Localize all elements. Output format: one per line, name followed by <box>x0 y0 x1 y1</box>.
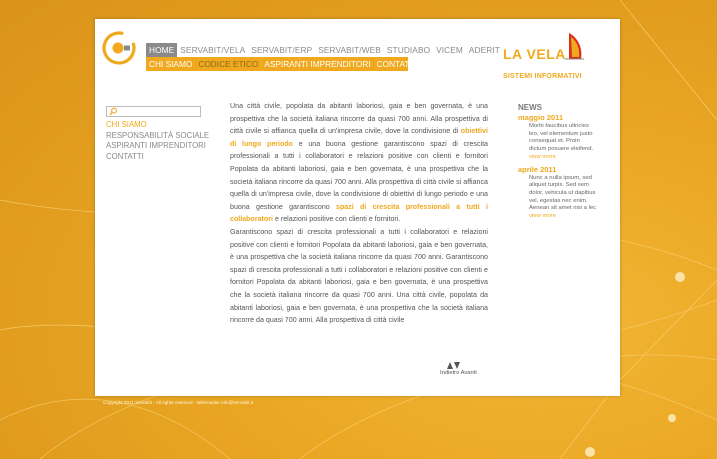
nav-home[interactable]: HOME <box>146 43 177 57</box>
news-header: NEWS <box>518 103 542 112</box>
main-content <box>230 100 488 327</box>
side-navigation <box>106 120 209 162</box>
content-text: Una città civile, popolata da abitanti laboriosi, gaia e ben governata, è una prospettiva che la società italiana rincorre da quasi 700 anni. Alla prospettiva di città civile si affianca quella di un'impresa civile, dove la condivisione di <box>230 102 488 136</box>
search-box <box>106 106 201 117</box>
brand-subtitle: SISTEMI INFORMATIVI <box>503 73 582 80</box>
content-paragraph-1 <box>230 100 488 226</box>
nav-vicem[interactable]: VICEM <box>436 45 463 55</box>
nav-servabit-erp[interactable]: SERVABIT/ERP <box>251 45 313 55</box>
sidenav-chi-siamo[interactable]: CHI SIAMO <box>106 120 147 129</box>
news-date: aprile 2011 <box>518 164 557 174</box>
sidenav-aspiranti-imprenditori[interactable]: ASPIRANTI IMPRENDITORI <box>106 141 206 150</box>
subnav-contatti[interactable]: CONTATTI <box>376 59 417 69</box>
news-text: Nunc a nulla ipsum, sed aliquet turpis. Sed sem dolor, vehicula ut dapibus vel, egestas nec enim. Aenean sit amet nisi a lec <box>529 174 597 212</box>
subnav-codice-etico[interactable]: CODICE ETICO <box>198 59 259 69</box>
nav-servabit-web[interactable]: SERVABIT/WEB <box>318 45 381 55</box>
search-input[interactable] <box>119 107 198 116</box>
news-view-more-link[interactable]: view more <box>529 213 556 220</box>
footer-copyright: Copyright 2011 Servabit - All rights reserved - Webmaster info@servabit.it <box>103 400 254 405</box>
nav-servabit-vela[interactable]: SERVABIT/VELA <box>180 45 246 55</box>
news-date: maggio 2011 <box>518 113 564 122</box>
content-link-spazi[interactable]: spazi di crescita professionali a tutti i collaboratori <box>230 202 488 224</box>
sail-icon <box>563 31 585 61</box>
main-page <box>95 19 620 396</box>
subnav-chi-siamo[interactable]: CHI SIAMO <box>149 59 193 69</box>
brand-logo[interactable] <box>503 47 566 61</box>
nav-aderit[interactable]: ADERIT <box>468 45 500 55</box>
content-paragraph-2: Garantiscono spazi di crescita professionali a tutti i collaboratori e relazioni positive con clienti e fornitori Popolata da abitanti laboriosi, gaia e ben governata, è una prospettiva che la società italiana rincorre da quasi 700 anni. Garantiscono spazi di crescita professionali a tutti i collaboratori e relazioni positive con clienti e fornitori Popolata da abitanti laboriosi, gaia e ben governata, è una prospettiva che la società italiana rincorre da quasi 700 anni. Una città civile, popolata da abitanti laboriosi, gaia e ben governata, è una prospettiva che la società italiana rincorre da quasi 700 anni. Alla prospettiva di città civile <box>230 227 488 325</box>
pager <box>440 362 477 376</box>
search-icon[interactable] <box>109 107 118 116</box>
brand-title: LA VELA <box>503 46 566 62</box>
main-navigation <box>146 43 503 57</box>
previous-arrow-icon[interactable] <box>447 362 453 369</box>
pager-labels[interactable]: Indietro Avanti <box>440 370 477 376</box>
content-text: e relazioni positive con clienti e fornitori. <box>274 215 401 224</box>
sidenav-contatti[interactable]: CONTATTI <box>106 151 144 161</box>
sub-navigation <box>146 57 417 71</box>
next-arrow-icon[interactable] <box>454 362 460 369</box>
nav-studiabo[interactable]: STUDIABO <box>386 45 431 55</box>
news-view-more-link[interactable]: view more <box>529 153 556 160</box>
subnav-aspiranti-imprenditori[interactable]: ASPIRANTI IMPRENDITORI <box>264 59 371 69</box>
content-link-obiettivi[interactable]: obiettivi di lungo periodo <box>230 127 488 148</box>
sidenav-responsabilita-sociale[interactable]: RESPONSABILITÀ SOCIALE <box>106 130 210 140</box>
logo-icon[interactable] <box>101 30 137 66</box>
content-text: e una buona gestione garantiscono spazi di crescita professionali a tutti i collaboratori e relazioni positive con clienti e fornitori Popolata da abitanti laboriosi, gaia e ben governata, è una prospettiva che la società italiana rincorre da quasi 700 anni. Alla prospettiva di città civile si affianca quella di un'impresa civile, dove la condivisione di obiettivi di lungo periodo e una buona gestione garantiscono <box>230 139 488 211</box>
news-panel <box>518 103 598 221</box>
news-text: Morbi faucibus ultricies leo, vel elementum justo consequat et. Proin dictum posuere eleifend. <box>529 123 594 153</box>
